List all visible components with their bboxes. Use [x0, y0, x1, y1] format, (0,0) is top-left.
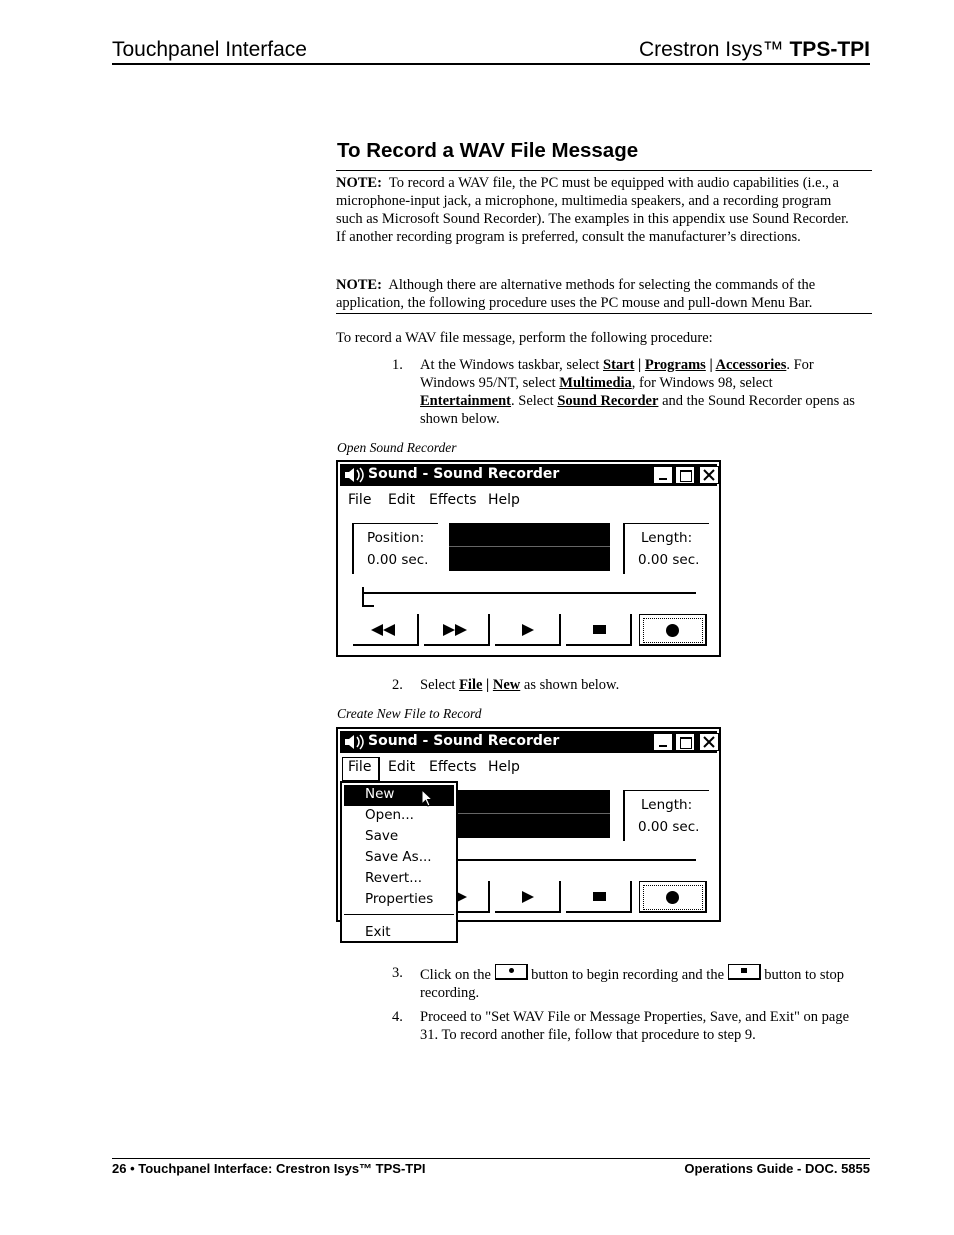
waveform-divider [449, 546, 610, 547]
step-3-text [420, 964, 870, 1002]
menu-effects-2[interactable]: Effects [429, 759, 477, 775]
menu-highlight [344, 785, 454, 806]
step-4-number: 4. [392, 1009, 403, 1025]
position-value: 0.00 sec. [367, 552, 429, 568]
note-1-label: NOTE: [336, 175, 382, 191]
stop-button[interactable] [566, 614, 632, 646]
s2-sep: | [482, 677, 493, 693]
position-label: Position: [367, 530, 425, 546]
menu-item-new[interactable]: New [365, 786, 395, 802]
menu-separator [344, 914, 454, 915]
s1-b: . For Windows 95/NT, select [420, 357, 814, 391]
note-1 [336, 174, 858, 246]
menu-help-2[interactable]: Help [488, 759, 520, 775]
s2-a: Select [420, 677, 460, 693]
s3-a: Click on the [420, 967, 495, 983]
menu-help[interactable]: Help [488, 492, 520, 508]
s1-e: and the Sound Recorder opens as shown below. [420, 393, 855, 427]
maximize-button[interactable] [675, 466, 695, 484]
figure-1-caption: Open Sound Recorder [337, 440, 457, 455]
rewind-icon [371, 624, 397, 636]
waveform-display-2 [449, 790, 610, 838]
s1-accessories: Accessories [715, 357, 787, 373]
header-rule [112, 63, 870, 65]
maximize-icon [680, 737, 692, 749]
step-3-number: 3. [392, 965, 403, 981]
fast-forward-icon [443, 624, 469, 636]
footer-right: Operations Guide - DOC. 5855 [684, 1161, 870, 1176]
speaker-icon [343, 466, 365, 484]
title-bar [340, 464, 717, 486]
menu-file-2[interactable]: File [348, 759, 372, 775]
header-model: TPS-TPI [789, 38, 870, 61]
position-slider-track[interactable] [362, 592, 696, 594]
window-title-2: Sound - Sound Recorder [368, 733, 560, 749]
length-value: 0.00 sec. [638, 552, 700, 568]
note-2 [336, 276, 858, 312]
step-1-text [420, 356, 865, 428]
menu-item-exit[interactable]: Exit [365, 924, 391, 940]
menu-edit-2[interactable]: Edit [388, 759, 416, 775]
s1-sep2: | [705, 357, 716, 373]
s1-sound-recorder: Sound Recorder [557, 393, 659, 409]
waveform-divider [449, 813, 610, 814]
note-2-text: Although there are alternative methods for selecting the commands of the application, the following procedure uses the PC mouse and pull-down Menu Bar. [336, 277, 816, 311]
record-button-2[interactable] [639, 881, 707, 913]
close-icon [703, 736, 715, 748]
length-label: Length: [641, 530, 693, 546]
seek-start-button[interactable] [353, 614, 419, 646]
title-bar-2 [340, 731, 717, 753]
sound-recorder-window [336, 460, 721, 657]
menu-item-save[interactable]: Save [365, 828, 399, 844]
close-button-2[interactable] [699, 733, 719, 751]
header-product: Crestron Isys™ [638, 38, 790, 61]
menu-item-properties[interactable]: Properties [365, 891, 434, 907]
play-button[interactable] [495, 614, 561, 646]
menu-effects[interactable]: Effects [429, 492, 477, 508]
figure-2-caption: Create New File to Record [337, 706, 482, 721]
play-icon [522, 891, 534, 903]
s2-file: File [459, 677, 483, 693]
footer-left: 26 • Touchpanel Interface: Crestron Isys™ TPS-TPI [112, 1161, 426, 1176]
length-value-2: 0.00 sec. [638, 819, 700, 835]
s2-new: New [492, 677, 521, 693]
minimize-icon [659, 745, 667, 747]
stop-button-2[interactable] [566, 881, 632, 913]
footer-rule [112, 1158, 870, 1159]
menu-item-open[interactable]: Open... [365, 807, 414, 823]
file-dropdown-menu [340, 781, 458, 943]
note-bottom-rule [336, 313, 872, 314]
record-icon [509, 968, 514, 973]
window-title: Sound - Sound Recorder [368, 466, 560, 482]
menu-file[interactable]: File [348, 492, 372, 508]
s1-programs: Programs [644, 357, 706, 373]
s1-d: . Select [511, 393, 558, 409]
step-2-text [420, 676, 865, 694]
record-icon [666, 891, 679, 904]
slider-thumb[interactable] [362, 587, 374, 607]
note-top-rule [336, 170, 872, 171]
header-right [639, 38, 870, 62]
step-2-number: 2. [392, 677, 403, 693]
minimize-button-2[interactable] [653, 733, 673, 751]
menu-edit[interactable]: Edit [388, 492, 416, 508]
play-icon [522, 624, 534, 636]
mouse-pointer-icon [421, 789, 435, 809]
intro-text: To record a WAV file message, perform the following procedure: [336, 330, 713, 346]
play-button-2[interactable] [495, 881, 561, 913]
step-1-number: 1. [392, 357, 403, 373]
record-icon [666, 624, 679, 637]
stop-icon [593, 625, 606, 634]
s1-entertainment: Entertainment [420, 393, 512, 409]
length-label-2: Length: [641, 797, 693, 813]
section-title: To Record a WAV File Message [337, 139, 639, 162]
menu-item-revert[interactable]: Revert... [365, 870, 423, 886]
s1-sep1: | [634, 357, 645, 373]
s3-c: button to stop recording. [420, 967, 845, 1001]
header-left: Touchpanel Interface [112, 38, 307, 61]
speaker-icon [343, 733, 365, 751]
menu-item-save-as[interactable]: Save As... [365, 849, 432, 865]
note-2-label: NOTE: [336, 277, 382, 293]
close-button[interactable] [699, 466, 719, 484]
seek-end-button[interactable] [424, 614, 490, 646]
s3-b: button to begin recording and the [527, 967, 728, 983]
s1-start: Start [603, 357, 635, 373]
record-button[interactable] [639, 614, 707, 646]
note-1-text: To record a WAV file, the PC must be equipped with audio capabilities (i.e., a microphone-input jack, a microphone, multimedia speakers, and a recording program such as Microsoft Sound Recorder). The examples in this appendix use Sound Recorder. If another recording program is preferred, consult the manufacturer’s directions. [336, 175, 849, 245]
stop-button-inline [728, 964, 761, 980]
maximize-icon [680, 470, 692, 482]
stop-icon [593, 892, 606, 901]
step-4-text: Proceed to "Set WAV File or Message Properties, Save, and Exit" on page 31. To record another file, follow that procedure to step 9. [420, 1009, 850, 1043]
record-button-inline [495, 964, 528, 980]
minimize-button[interactable] [653, 466, 673, 484]
stop-icon [741, 968, 747, 973]
s1-multimedia: Multimedia [559, 375, 632, 391]
minimize-icon [659, 478, 667, 480]
maximize-button-2[interactable] [675, 733, 695, 751]
s2-b: as shown below. [520, 677, 620, 693]
waveform-display [449, 523, 610, 571]
s1-c: , for Windows 98, select [631, 375, 773, 391]
close-icon [703, 469, 715, 481]
s1-a: At the Windows taskbar, select [420, 357, 603, 373]
